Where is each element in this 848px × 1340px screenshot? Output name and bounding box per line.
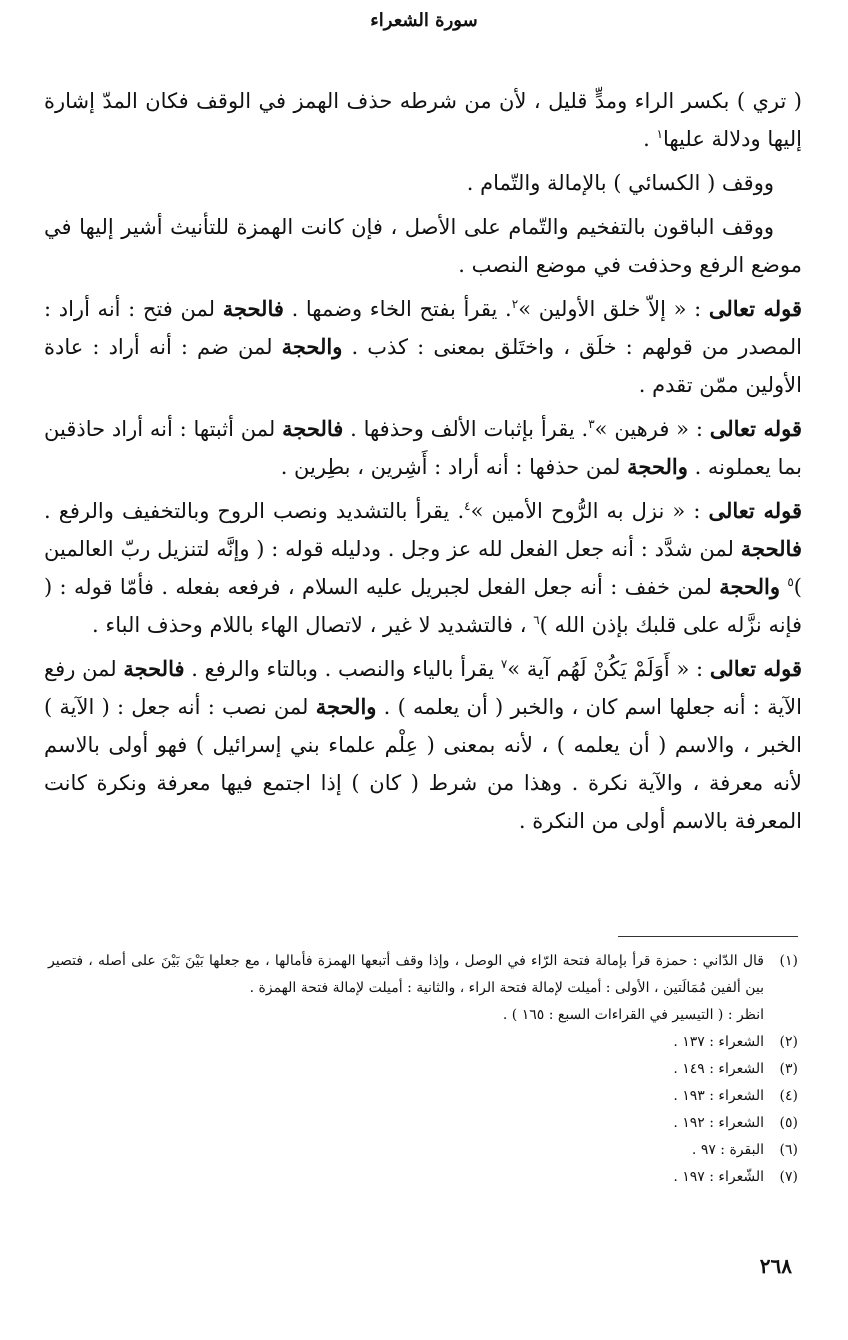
- argument-label: والحجة: [627, 454, 688, 479]
- footnote: [48, 1029, 798, 1056]
- argument-label: والحجة: [315, 694, 377, 719]
- footnote-text: الشعراء : ١٣٧ .: [673, 1034, 764, 1050]
- section-lead: قوله تعالى: [708, 498, 802, 523]
- footnote-number: (٢): [779, 1034, 798, 1050]
- argument-label: والحجة: [281, 334, 343, 359]
- argument-label: فالحجة: [282, 416, 344, 441]
- footnote-ref: ٢: [511, 297, 519, 311]
- footnote: [48, 1164, 798, 1191]
- paragraph: ( تري ) بكسر الراء ومدٍّ قليل ، لأن من شرطه حذف الهمز في الوقف فكان المدّ إشارة إليها ودلالة عليها$^١$ .: [44, 89, 802, 151]
- footnote-text: انظر : ( التيسير في القراءات السبع : ١٦٥ ) .: [502, 1007, 764, 1023]
- main-text: [44, 82, 802, 846]
- footnote-ref: ٤: [464, 499, 471, 513]
- argument-label: فالحجة: [740, 536, 802, 561]
- section-lead: قوله تعالى: [709, 416, 802, 441]
- paragraph: قوله تعالى : « نزل به الرُّوح الأمين »$^٤$. يقرأ بالتشديد ونصب الروح وبالتخفيف والرفع . فالحجة لمن شدَّد : أنه جعل الفعل لله عز وجل . ودليله قوله : ( وإنَّه لتنزيل ربّ العالمين )$^٥$ والحجة لمن خفف : أنه جعل الفعل لجبريل عليه السلام ، فرفعه بفعله . فأمّا قوله : ( فإنه نزَّله على قلبك بإذن الله )$^٦$ ، فالتشديد لا غير ، لاتصال الهاء باللام وحذف الباء .: [44, 498, 802, 637]
- footnote-ref: ١: [656, 127, 663, 141]
- paragraph: قوله تعالى : « أَوَلَمْ يَكُنْ لَهُم آية »$^٧$ يقرأ بالياء والنصب . وبالتاء والرفع . فالحجة لمن رفع الآية : أنه جعلها اسم كان ، والخبر ( أن يعلمه ) . والحجة لمن نصب : أنه جعل : ( الآية ) الخبر ، والاسم ( أن يعلمه ) ، لأنه بمعنى ( عِلْم علماء بني إسرائيل ) فهو أولى بالاسم لأنه معرفة ، والآية نكرة . وهذا من شرط ( كان ) إذا اجتمع فيها معرفة ونكرة كانت المعرفة بالاسم أولى من النكرة .: [44, 656, 802, 833]
- footnote: [48, 948, 798, 1002]
- footnote-text: قال الدّاني : حمزة قرأ بإمالة فتحة الرّاء في الوصل ، وإذا وقف أتبعها الهمزة فأمالها ، مع جعلها بَيْنَ بَيْنَ على أصله ، فتصير بين ألفين مُمَالَتين ، الأولى : أميلت لإمالة فتحة الراء ، والثانية : أميلت لإمالة فتحة الهمزة .: [48, 953, 764, 996]
- footnote-number: (٤): [779, 1088, 798, 1104]
- section-lead: قوله تعالى: [708, 296, 802, 321]
- footnote-text: الشعراء : ١٩٢ .: [673, 1115, 764, 1131]
- footnotes: [48, 948, 798, 1191]
- paragraph: قوله تعالى : « فرهين »$^٣$. يقرأ بإثبات الألف وحذفها . فالحجة لمن أثبتها : أنه أراد حاذقين بما يعملونه . والحجة لمن حذفها : أنه أراد : أَشِرين ، بطِرين .: [44, 416, 802, 479]
- footnote-divider: [618, 936, 798, 937]
- footnote-ref: ٥: [787, 575, 794, 589]
- page-number: ٢٦٨: [759, 1254, 792, 1278]
- running-head: سورة الشعراء: [370, 10, 478, 31]
- footnote-text: الشعراء : ١٤٩ .: [673, 1061, 764, 1077]
- footnote-text: الشعراء : ١٩٣ .: [673, 1088, 764, 1104]
- footnote-ref: ٧: [500, 657, 508, 671]
- footnote-number: (٧): [779, 1169, 798, 1185]
- argument-label: والحجة: [719, 574, 780, 599]
- footnote-number: (٥): [779, 1115, 798, 1131]
- footnote-text: البقرة : ٩٧ .: [691, 1142, 764, 1158]
- paragraph: ووقف ( الكسائي ) بالإمالة والتّمام .: [466, 171, 774, 195]
- paragraph: ووقف الباقون بالتفخيم والتّمام على الأصل ، فإن كانت الهمزة للتأنيث أشير إليها في موضع الرفع وحذفت في موضع النصب .: [44, 215, 802, 277]
- footnote: [48, 1137, 798, 1164]
- footnote-text: الشّعراء : ١٩٧ .: [673, 1169, 764, 1185]
- footnote-ref: ٣: [588, 417, 595, 431]
- argument-label: فالحجة: [123, 656, 185, 681]
- footnote: [48, 1083, 798, 1110]
- footnote-ref: ٦: [533, 613, 540, 627]
- footnote-number: (١): [779, 953, 798, 969]
- footnote-number: (٦): [779, 1142, 798, 1158]
- footnote: [48, 1056, 798, 1083]
- footnote-number: (٣): [779, 1061, 798, 1077]
- argument-label: فالحجة: [222, 296, 284, 321]
- section-lead: قوله تعالى: [709, 656, 802, 681]
- paragraph: قوله تعالى : « إلاّ خلق الأولين »$^٢$. يقرأ بفتح الخاء وضمها . فالحجة لمن فتح : أنه أراد : المصدر من قولهم : خلَق ، واختَلق بمعنى : كذب . والحجة لمن ضم : أنه أراد : عادة الأولين ممّن تقدم .: [44, 296, 802, 397]
- footnote: [48, 1110, 798, 1137]
